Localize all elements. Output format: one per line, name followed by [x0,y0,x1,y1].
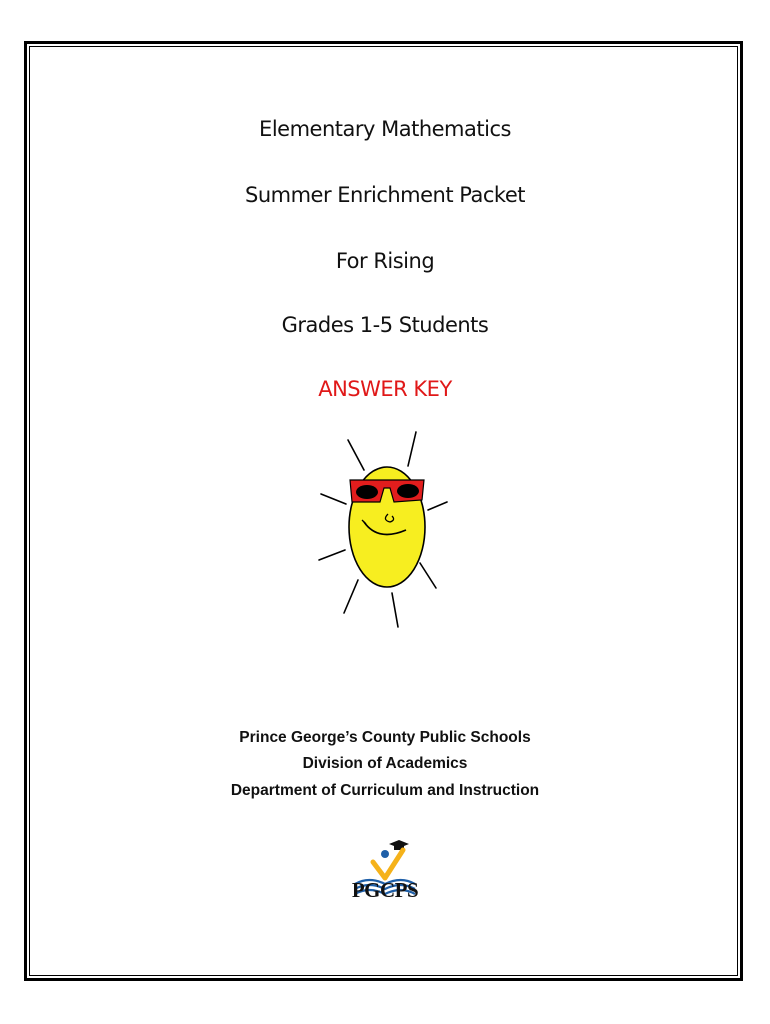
title-line-3: For Rising [335,249,435,273]
org-name-line: Prince George’s County Public Schools [239,729,531,746]
title-line-2: Summer Enrichment Packet [245,183,525,207]
title-line-1: Elementary Mathematics [259,117,511,141]
answer-key-heading: ANSWER KEY [318,377,452,401]
sun-with-sunglasses-icon [312,430,462,635]
pgcps-logo-text: PGCPS [351,878,419,902]
department-line: Department of Curriculum and Instruction [230,782,540,799]
title-line-4: Grades 1-5 Students [281,313,489,337]
division-line: Division of Academics [302,755,468,772]
figure-head [381,850,389,858]
graduation-cap-icon [389,840,409,850]
